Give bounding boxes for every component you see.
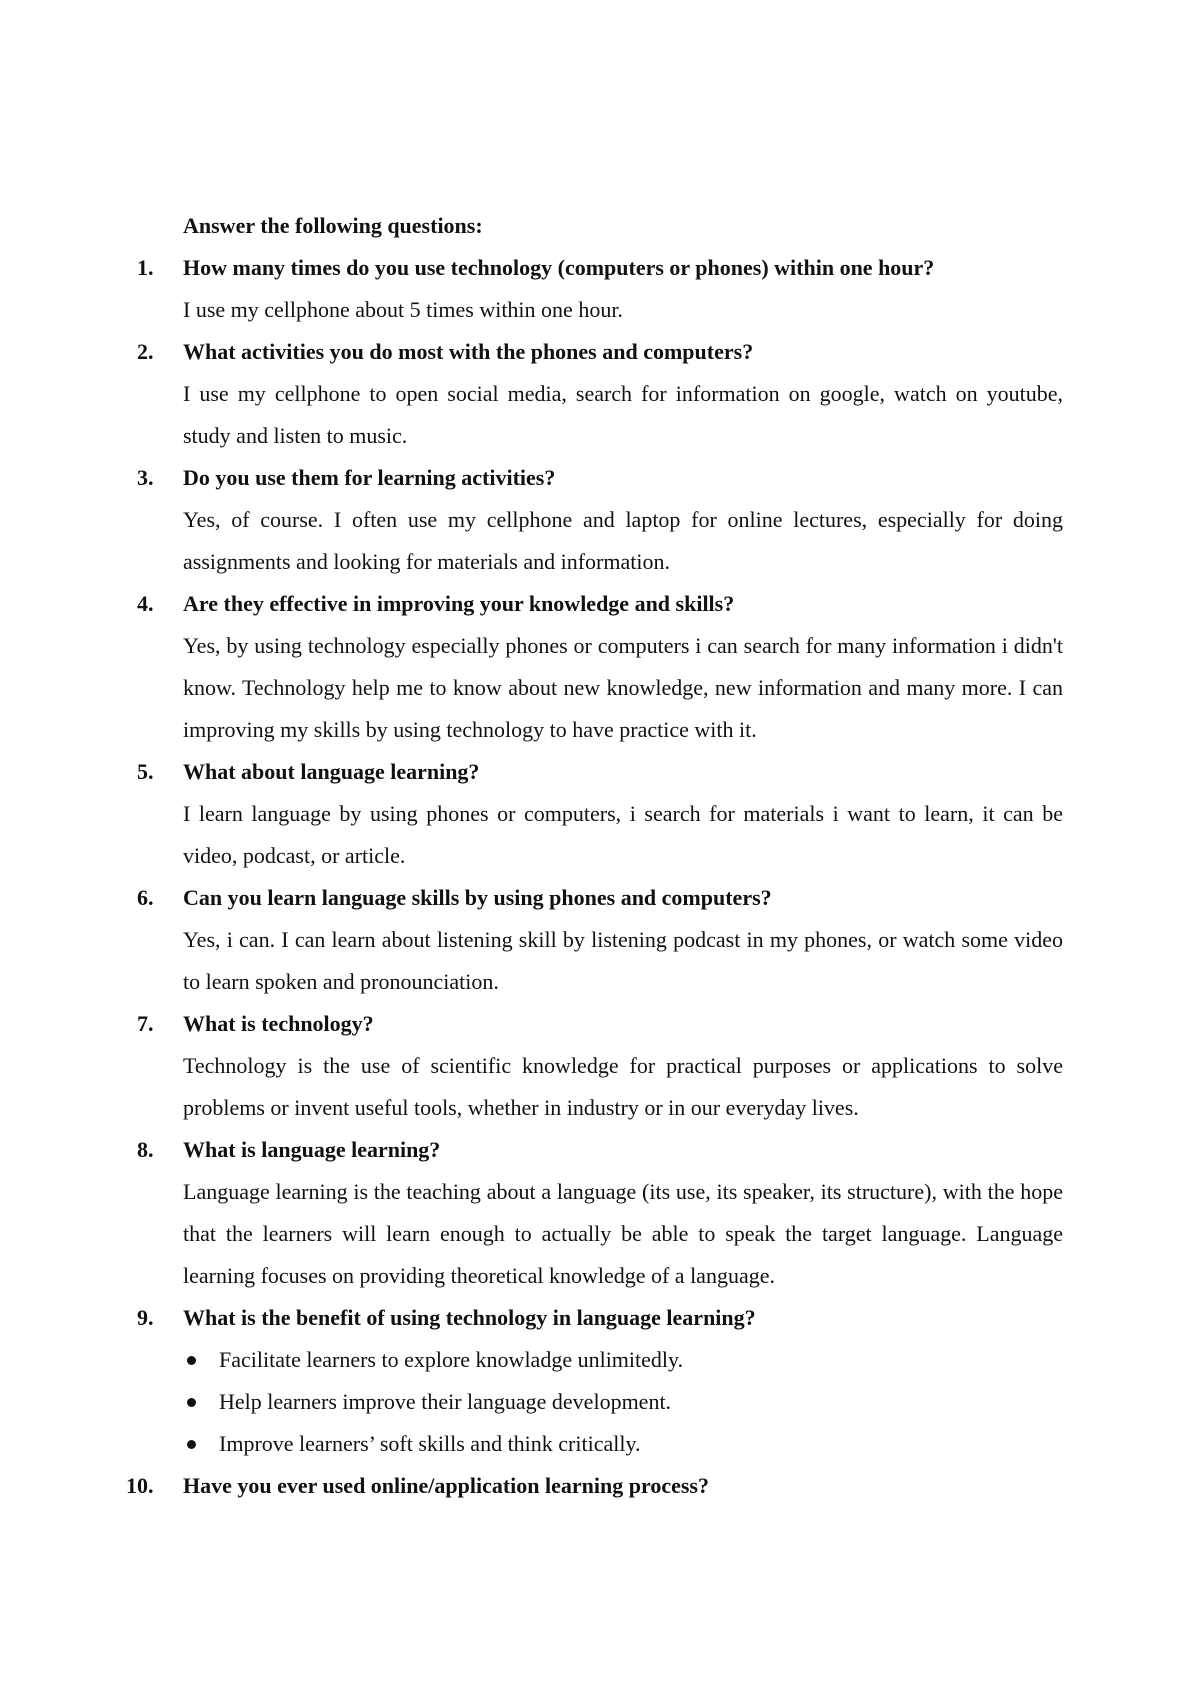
question-text: Can you learn language skills by using phones and computers?	[183, 885, 772, 910]
question-number: 7.	[137, 1011, 154, 1036]
bullet-dot-icon	[187, 1440, 196, 1449]
bullet-text: Help learners improve their language development.	[219, 1389, 672, 1414]
question-item-3	[137, 457, 1063, 583]
question-item-9	[137, 1297, 1063, 1465]
answer-text: Technology is the use of scientific knowledge for practical purposes or applications to solve problems or invent useful tools, whether in industry or in our everyday lives.	[183, 1053, 1063, 1120]
answer-text: I learn language by using phones or computers, i search for materials i want to learn, it can be video, podcast, or article.	[183, 801, 1063, 868]
question-item-8	[137, 1129, 1063, 1297]
question-number: 4.	[137, 591, 154, 616]
answer-text: I use my cellphone to open social media, search for information on google, watch on youtube, study and listen to music.	[183, 381, 1063, 448]
question-number: 3.	[137, 465, 154, 490]
answer-text: Language learning is the teaching about a language (its use, its speaker, its structure), with the hope that the learners will learn enough to actually be able to speak the target language. Language learning focuses on providing theoretical knowledge of a language.	[183, 1179, 1063, 1288]
question-item-7	[137, 1003, 1063, 1129]
question-text: What is technology?	[183, 1011, 374, 1036]
question-item-6	[137, 877, 1063, 1003]
question-number: 2.	[137, 339, 154, 364]
answer-text: I use my cellphone about 5 times within one hour.	[183, 297, 623, 322]
question-number: 1.	[137, 255, 154, 280]
question-item-5	[137, 751, 1063, 877]
question-item-4	[137, 583, 1063, 751]
answer-bullet-list	[183, 1339, 1063, 1465]
document-body	[126, 205, 1063, 1507]
question-number: 6.	[137, 885, 154, 910]
question-item-2	[137, 331, 1063, 457]
answer-text: Yes, by using technology especially phones or computers i can search for many information i didn't know. Technology help me to know about new knowledge, new information and many more. I can improving my skills by using technology to have practice with it.	[183, 633, 1063, 742]
bullet-item	[183, 1423, 1063, 1465]
bullet-item	[183, 1339, 1063, 1381]
question-text: What is language learning?	[183, 1137, 441, 1162]
question-number: 9.	[137, 1305, 154, 1330]
question-text: What about language learning?	[183, 759, 480, 784]
question-text: Are they effective in improving your knowledge and skills?	[183, 591, 735, 616]
answer-text: Yes, of course. I often use my cellphone and laptop for online lectures, especially for doing assignments and looking for materials and information.	[183, 507, 1063, 574]
question-number: 5.	[137, 759, 154, 784]
question-number: 8.	[137, 1137, 154, 1162]
bullet-dot-icon	[187, 1356, 196, 1365]
question-text: How many times do you use technology (computers or phones) within one hour?	[183, 255, 935, 280]
answer-text: Yes, i can. I can learn about listening skill by listening podcast in my phones, or watch some video to learn spoken and pronounciation.	[183, 927, 1063, 994]
bullet-dot-icon	[187, 1398, 196, 1407]
question-text: What activities you do most with the phones and computers?	[183, 339, 754, 364]
bullet-text: Improve learners’ soft skills and think critically.	[219, 1431, 641, 1456]
question-number: 10.	[126, 1473, 154, 1498]
question-item-1	[137, 247, 1063, 331]
bullet-text: Facilitate learners to explore knowladge unlimitedly.	[219, 1347, 684, 1372]
bullet-item	[183, 1381, 1063, 1423]
page-heading: Answer the following questions:	[183, 213, 483, 238]
question-text: Have you ever used online/application learning process?	[183, 1473, 709, 1498]
question-text: Do you use them for learning activities?	[183, 465, 556, 490]
question-item-10	[126, 1465, 1063, 1507]
question-text: What is the benefit of using technology in language learning?	[183, 1305, 756, 1330]
